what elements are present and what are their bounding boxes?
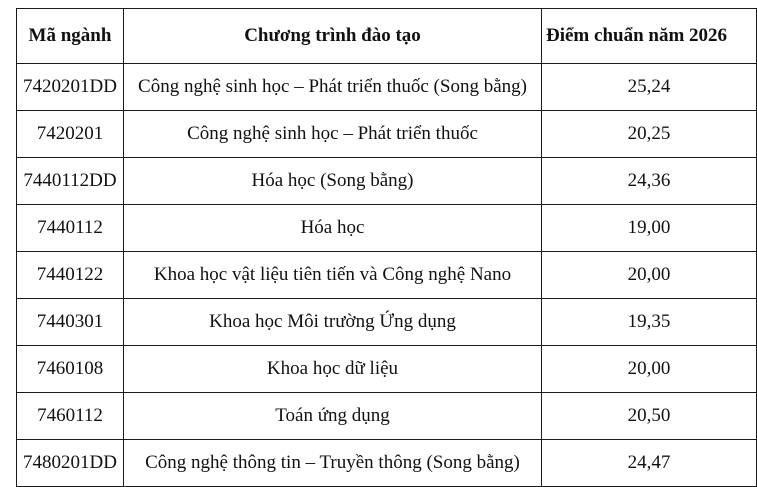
- table-row: [17, 440, 757, 487]
- cell-score: 19,00: [542, 205, 757, 252]
- table-row: [17, 158, 757, 205]
- cell-code: 7420201DD: [17, 64, 124, 111]
- cell-code: 7460112: [17, 393, 124, 440]
- cell-score: 20,00: [542, 252, 757, 299]
- cell-code: 7480201DD: [17, 440, 124, 487]
- header-program: Chương trình đào tạo: [124, 9, 542, 64]
- cell-score: 24,36: [542, 158, 757, 205]
- cell-score: 20,25: [542, 111, 757, 158]
- cell-program: Khoa học Môi trường Ứng dụng: [124, 299, 542, 346]
- cell-score: 20,50: [542, 393, 757, 440]
- cell-program: Khoa học dữ liệu: [124, 346, 542, 393]
- cell-program: Công nghệ sinh học – Phát triển thuốc (Song bằng): [124, 64, 542, 111]
- cell-code: 7440112: [17, 205, 124, 252]
- table-row: [17, 252, 757, 299]
- table-row: [17, 111, 757, 158]
- cell-program: Công nghệ thông tin – Truyền thông (Song bằng): [124, 440, 542, 487]
- cell-program: Toán ứng dụng: [124, 393, 542, 440]
- header-row: [17, 9, 757, 64]
- header-score: Điểm chuẩn năm 2026: [542, 9, 757, 64]
- cell-score: 19,35: [542, 299, 757, 346]
- cell-program: Hóa học (Song bằng): [124, 158, 542, 205]
- cell-score: 25,24: [542, 64, 757, 111]
- cell-score: 24,47: [542, 440, 757, 487]
- table-row: [17, 64, 757, 111]
- cell-program: Khoa học vật liệu tiên tiến và Công nghệ Nano: [124, 252, 542, 299]
- cell-code: 7460108: [17, 346, 124, 393]
- cell-code: 7440112DD: [17, 158, 124, 205]
- cell-score: 20,00: [542, 346, 757, 393]
- cell-code: 7440122: [17, 252, 124, 299]
- header-code: Mã ngành: [17, 9, 124, 64]
- table-body: [17, 64, 757, 487]
- cell-code: 7420201: [17, 111, 124, 158]
- cell-program: Công nghệ sinh học – Phát triển thuốc: [124, 111, 542, 158]
- table-row: [17, 205, 757, 252]
- table-row: [17, 299, 757, 346]
- table-header: [17, 9, 757, 64]
- table-row: [17, 346, 757, 393]
- cell-program: Hóa học: [124, 205, 542, 252]
- cell-code: 7440301: [17, 299, 124, 346]
- admission-score-table: [16, 8, 757, 487]
- table-row: [17, 393, 757, 440]
